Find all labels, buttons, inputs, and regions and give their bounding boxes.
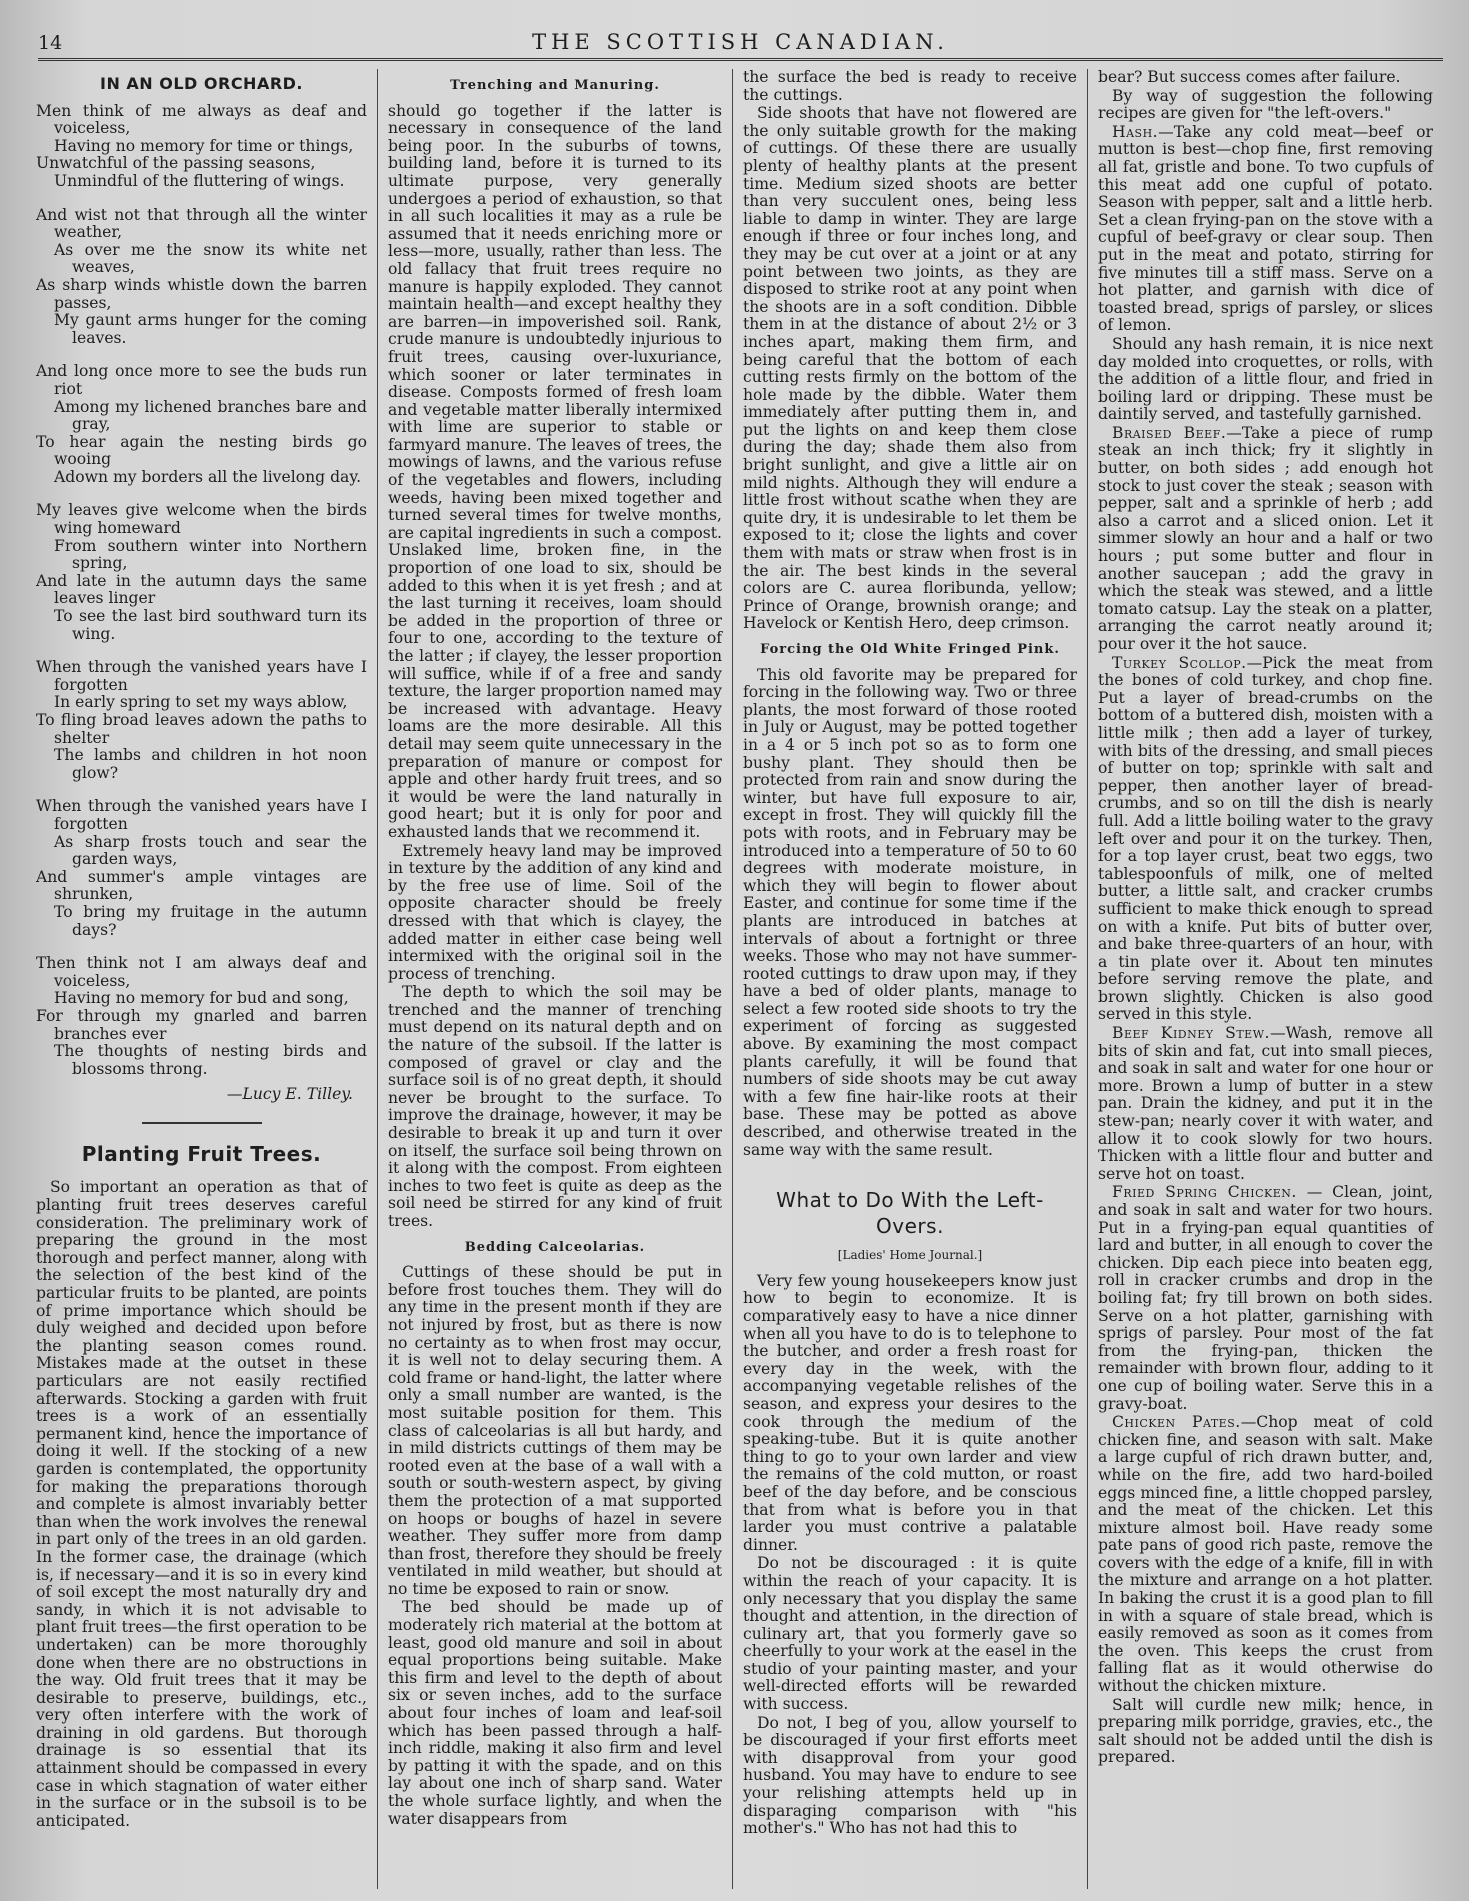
heading-trenching: Trenching and Manuring.: [450, 78, 660, 93]
poem-line: As sharp frosts touch and sear the garden ways,: [54, 832, 367, 869]
article-title-left-overs: What to Do With the Left-Overs.: [776, 1188, 1044, 1239]
paragraph: By way of suggestion the following recipes are given for "the left-overs.": [1098, 86, 1433, 123]
columns: [30, 69, 1443, 1889]
paragraph: Do not be discouraged : it is quite within the reach of your capacity. It is only necessary that you display the same thought and attention, in the direction of culinary art, that you formerly gave so cheerfully to your work at the easel in the studio of your painting master, and your well-directed efforts will be rewarded with success.: [743, 1554, 1077, 1714]
poem-line: In early spring to set my ways ablow,: [54, 693, 348, 712]
paragraph: Do not, I beg of you, allow yourself to be discouraged if your first efforts meet with disapproval from your good husband. You may have to endure to see your relishing attempts held up in disparaging comparison with "his mother's." Who has not had this to: [743, 1713, 1077, 1838]
recipe-text: Salt will curdle new milk; hence, in preparing milk porridge, gravies, etc., the salt should not be added until the dish is prepared.: [1098, 1695, 1433, 1767]
poem-title: IN AN OLD ORCHARD.: [99, 74, 304, 93]
recipe-text: —Wash, remove all bits of skin and fat, cut into small pieces, and soak in salt and water for one hour or more. Brown a lump of butter in a stew pan. Drain the kidney, and put it in the stew-pan; nearly cover it with water, and allow it to cook slowly for two hours. Thicken with a little flour and butter and serve hot on toast.: [1098, 1024, 1433, 1183]
recipe-name: Fried Spring Chicken.: [1112, 1183, 1297, 1202]
paragraph: Extremely heavy land may be improved in texture by the addition of any kind and by the free use of lime. Soil of the opposite character should be freely dressed with that which is clayey, the added matter in either case being well intermixed with the original soil in the process of trenching.: [388, 841, 722, 983]
poem-line: Among my lichened branches bare and gray,: [54, 397, 367, 434]
poem-line: And wist not that through all the winter weather,: [36, 205, 367, 242]
poem-line: Unwatchful of the passing seasons,: [36, 154, 316, 173]
recipe-text: — Clean, joint, and soak in salt and water for two hours. Put in a frying-pan equal quantities of lard and butter, in all enough to cover the chicken. Dip each piece into beaten egg, roll in cracker crumbs and drop in the boiling fat; fry till brown on both sides. Serve on a hot platter, garnishing with sprigs of parsley. Pour most of the fat from the frying-pan, thicken the remainder with brown flour, adding to it one cup of boiling water. Serve this in a gravy-boat.: [1098, 1183, 1433, 1413]
article-source: [Ladies' Home Journal.]: [837, 1248, 983, 1263]
column-2: [378, 69, 733, 1889]
recipe-text: —Pick the meat from the bones of cold turkey, and chop fine. Put a layer of bread-crumbs on the bottom of a buttered dish, moisten with a little milk ; then add a layer of turkey, with bits of the dressing, and small pieces of butter on top; sprinkle with salt and pepper, then another layer of bread-crumbs, and so on till the dish is nearly full. Add a little boiling water to the gravy left over and pour it on the turkey. Then, for a top layer crust, beat two eggs, two tablespoonfuls of milk, one of melted butter, a little salt, and cracker crumbs sufficient to make thick enough to spread on with a knife. Put bits of butter over, and bake three-quarters of an hour, with a tin plate over it. About ten minutes before serving remove the plate, and brown slightly. Chicken is also good served in this style.: [1098, 653, 1433, 1024]
recipe-paragraph: [1098, 1414, 1433, 1696]
poem: [36, 103, 367, 1079]
poem-line: As sharp winds whistle down the barren passes,: [36, 275, 367, 312]
poem-line: The lambs and children in hot noon glow?: [54, 746, 367, 782]
recipe-text: —Take any cold meat—beef or mutton is best—chop fine, first removing all fat, gristle and bone. To two cupfuls of this meat add one cupful of potato. Season with pepper, salt and a little herb. Set a clean frying-pan on the stove with a cupful of beef-gravy or clear soup. Then put in the meat and potato, stirring for five minutes till a stiff mass. Serve on a hot platter, and garnish with dice of toasted bread, sprigs of parsley, or slices of lemon.: [1098, 122, 1433, 335]
recipes: [1098, 124, 1433, 1767]
poem-author: —Lucy E. Tilley.: [226, 1085, 353, 1104]
column-1: [30, 69, 378, 1889]
poem-stanza: [36, 103, 367, 191]
heading-calceolarias: Bedding Calceolarias.: [464, 1239, 646, 1255]
paragraph: should go together if the latter is necessary in consequence of the land being poor. In the suburbs of towns, building land, before it is turned to its ultimate purpose, very generally undergoes a period of exhaustion, so that in all such localities it may as a rule be assumed that it needs enriching more or less—more, usually, rather than less. The old fallacy that fruit trees require no manure is happily exploded. They cannot maintain health—and except healthy they are barren—in impoverished soil. Rank, crude manure is undoubtedly injurious to fruit trees, causing over-luxuriance, which sooner or later terminates in disease. Composts formed of fresh loam and vegetable matter liberally intermixed with lime are superior to stable or farmyard manure. The leaves of trees, the mowings of lawns, and the various refuse of the vegetables and flowers, including weeds, having been mixed together and turned several times for twelve months, are capital ingredients in such a compost. Unslaked lime, broken fine, in the proportion of one load to six, should be added to this when it is yet fresh ; and at the last turning it receives, loam should be added in the proportion of three or four to one, according to the texture of the latter ; if clayey, the lesser proportion will suffice, while if of a free and sandy texture, the larger proportion named may be increased with advantage. Heavy loams are the more desirable. All this detail may seem quite unnecessary in the preparation of manure or compost for apple and other hardy fruit trees, and so it would be were the land naturally in good heart; but it is only for poor and exhausted lands that we recommend it.: [388, 101, 722, 841]
poem-line: Men think of me always as deaf and voiceless,: [36, 101, 367, 138]
recipe-paragraph: [1098, 1697, 1433, 1767]
poem-line: When through the vanished years have I forgotten: [36, 797, 367, 833]
poem-line: As over me the snow its white net weaves,: [54, 240, 367, 277]
column-3: [733, 69, 1088, 1889]
recipe-name: Chicken Pates.: [1112, 1413, 1241, 1432]
poem-stanza: [36, 955, 367, 1078]
poem-line: For through my gnarled and barren branches ever: [36, 1006, 367, 1043]
paragraph: Side shoots that have not flowered are the only suitable growth for the making of cuttings. Of these there are usually plenty of healthy plants at the present time. Medium sized shoots are better than very succulent ones, being less liable to damp in winter. They are large enough if three or four inches long, and they may be cut over at a joint or at any point between two joints, as they are disposed to strike root at any point when the shoots are in a soft condition. Dibble them in at the distance of about 2½ or 3 inches apart, making them firm, and being careful that the bottom of each cutting rests firmly on the bottom of the hole made by the dibble. Water them immediately after putting them in, and put the lights on and keep them close during the day; shade them also from bright sunlight, and give a little air on mild nights. Although they will endure a little frost without scathe when they are quite dry, it is undesirable to let them be exposed to it; close the lights and cover them with mats or straw when frost is in the air. The best kinds in the several colors are C. aurea floribunda, yellow; Prince of Orange, brownish orange; and Havelock or Kentish Hero, deep crimson.: [743, 104, 1077, 633]
recipe-text: Should any hash remain, it is nice next day molded into croquettes, or rolls, with the addition of a little flour, and fried in boiling lard or dripping. These must be daintily served, and tastefully garnished.: [1098, 334, 1433, 424]
poem-line: The thoughts of nesting birds and blossoms throng.: [54, 1042, 367, 1078]
recipe-name: Braised Beef.: [1112, 423, 1227, 442]
heading-fringed-pink: Forcing the Old White Fringed Pink.: [760, 642, 1060, 657]
paragraph: bear? But success comes after failure.: [1098, 69, 1401, 86]
poem-line: Having no memory for time or things,: [54, 136, 354, 155]
poem-line: To see the last bird southward turn its wing.: [54, 607, 367, 643]
recipe-paragraph: [1098, 1025, 1433, 1183]
recipe-paragraph: [1098, 1184, 1433, 1413]
poem-stanza: [36, 798, 367, 939]
poem-line: To fling broad leaves adown the paths to shelter: [36, 711, 367, 747]
recipe-text: —Take a piece of rump steak an inch thick; fry it slightly in butter, on both sides ; add enough hot stock to just cover the steak ; season with pepper, salt and a sprinkle of herb ; add also a carrot and a sliced onion. Let it simmer slowly an hour and a half or two hours ; put some butter and flour in another saucepan ; add the gravy in which the steak was stewed, and a little tomato catsup. Lay the steak on a platter, arranging the carrot neatly around it; pour over it the hot sauce.: [1098, 423, 1434, 653]
recipe-paragraph: [1098, 336, 1433, 424]
masthead: [38, 22, 1443, 61]
poem-line: From southern winter into Northern spring,: [54, 536, 367, 573]
recipe-paragraph: [1098, 655, 1433, 1024]
poem-line: My leaves give welcome when the birds wing homeward: [36, 501, 367, 538]
poem-line: When through the vanished years have I forgotten: [36, 658, 367, 694]
paragraph: Very few young housekeepers know just how to begin to economize. It is comparatively easy to have a nice dinner when all you have to do is to telephone to the butcher, and order a fresh roast for every day in the week, with the accompanying vegetable relishes of the season, and express your desires to the cook through the medium of the speaking-tube. But it is quite another thing to go to your own larder and view the remains of the cold mutton, or roast beef of the day before, and be conscious that from what is before you in that larder you must contrive a palatable dinner.: [743, 1271, 1077, 1554]
paragraph: The bed should be made up of moderately rich material at the bottom at least, good old manure and soil in about equal proportions being suitable. Make this firm and level to the depth of about six or seven inches, add to the surface about four inches of loam and leaf-soil which has been passed through a half-inch riddle, making it also firm and level by patting it with the spade, and on this lay about one inch of sharp sand. Water the whole surface lightly, and when the water disappears from: [388, 1598, 722, 1828]
recipe-text: —Chop meat of cold chicken fine, and season with salt. Make a large cupful of rich drawn butter, and, while on the fire, add two hard-boiled eggs minced fine, a little chopped parsley, and the meat of the chicken. Let this mixture almost boil. Have ready some pate pans of good rich paste, remove the covers with the edge of a knife, fill in with the mixture and arrange on a hot platter. In baking the crust it is a good plan to fill in with a square of stale bread, which is easily removed as soon as it comes from the oven. This keeps the crust from falling flat as it would otherwise do without the chicken mixture.: [1098, 1413, 1434, 1696]
poem-line: Unmindful of the fluttering of wings.: [54, 171, 345, 190]
recipe-paragraph: [1098, 124, 1433, 335]
recipe-name: Beef Kidney Stew.: [1112, 1024, 1270, 1043]
recipe-name: Hash.: [1112, 122, 1159, 141]
paragraph: The depth to which the soil may be trenched and the manner of trenching must depend on its natural depth and on the nature of the subsoil. If the latter is composed of gravel or clay and the surface soil is of no great depth, it should never be brought to the surface. To improve the drainage, however, it may be desirable to break it up and turn it over on itself, the surface soil being thrown on it along with the compost. From eighteen inches to two feet is quite as deep as the soil need be stirred for any kind of fruit trees.: [388, 983, 722, 1230]
poem-stanza: [36, 363, 367, 486]
poem-line: Then think not I am always deaf and voiceless,: [36, 954, 367, 990]
section-divider: [142, 1122, 262, 1124]
page-number: 14: [38, 32, 63, 54]
poem-line: And late in the autumn days the same leaves linger: [36, 571, 367, 608]
recipe-paragraph: [1098, 425, 1433, 654]
poem-stanza: [36, 502, 367, 643]
poem-line: And summer's ample vintages are shrunken,: [36, 867, 367, 904]
column-4: [1088, 69, 1443, 1889]
recipe-name: Turkey Scollop.: [1112, 653, 1247, 672]
paragraph: the surface the bed is ready to receive the cuttings.: [743, 69, 1077, 104]
poem-line: Having no memory for bud and song,: [54, 989, 349, 1008]
poem-stanza: [36, 207, 367, 348]
article-text: So important an operation as that of planting fruit trees deserves careful consideration. The preliminary work of preparing the ground in the most thorough and perfect manner, along with the selection of the best kind of the particular fruits to be planted, are points of prime importance which should be duly weighed and decided upon before the planting season comes round. Mistakes made at the outset in these particulars are not easily rectified afterwards. Stocking a garden with fruit trees is a work of an essentially permanent kind, hence the importance of doing it well. If the stocking of a new garden is contemplated, the opportunity for making the preparations thorough and complete is almost invariably better than when the work involves the renewal in part only of the trees in an old garden. In the former case, the drainage (which is, if necessary—and it is so in every kind of soil except the most naturally dry and sandy, in which it is not advisable to plant fruit trees—the first operation to be undertaken) can be more thoroughly done when there are no obstructions in the way. Old fruit trees that it may be desirable to preserve, buildings, etc., very often interfere with the work of draining in old gardens. But thorough drainage is so essential that its attainment should be compassed in every case in which stagnation of water either in the surface or in the subsoil is to be anticipated.: [36, 1178, 367, 1830]
paper-title: THE SCOTTISH CANADIAN.: [532, 30, 949, 54]
poem-line: And long once more to see the buds run riot: [36, 362, 367, 398]
poem-line: Adown my borders all the livelong day.: [54, 467, 362, 486]
poem-line: To bring my fruitage in the autumn days?: [54, 902, 367, 939]
poem-line: My gaunt arms hunger for the coming leaves.: [54, 311, 367, 347]
paragraph: Cuttings of these should be put in before frost touches them. They will do any time in the present month if they are not injured by frost, but as there is now no certainty as to when frost may occur, it is well not to delay securing them. A cold frame or hand-light, the latter where only a small number are wanted, is the most suitable position for them. This class of calceolarias is all but hardy, and in mild districts cuttings of them may be rooted even at the base of a wall with a south or south-western aspect, by giving them the protection of a mat supported on hoops or boughs of hazel in severe weather. They suffer more from damp than frost, therefore they should be freely ventilated in mild weather, but should at no time be exposed to rain or snow.: [388, 1263, 722, 1598]
poem-line: To hear again the nesting birds go wooing: [36, 432, 367, 469]
poem-stanza: [36, 659, 367, 782]
paragraph: This old favorite may be prepared for forcing in the following way. Two or three plants, the most forward of those rooted in July or August, may be potted together in a 4 or 5 inch pot so as to form one bushy plant. They should then be protected from rain and snow during the winter, but have full exposure to air, except in frost. They will quickly fill the pots with roots, and in February may be introduced into a temperature of 50 to 60 degrees with moderate moisture, in which they will begin to flower about Easter, and continue for some time if the plants are introduced in batches at intervals of about a fortnight or three weeks. Those who may not have summer-rooted cuttings to draw upon may, if they have a bed of older plants, manage to select a few rooted side shoots to try the experiment of forcing as suggested above. By examining the most compact plants carefully, it will be found that numbers of side shoots may be cut away with a few fine hair-like roots at their base. These may be potted as above described, and otherwise treated in the same way with the same result.: [743, 665, 1077, 1159]
article-title-fruit-trees: Planting Fruit Trees.: [81, 1141, 322, 1166]
